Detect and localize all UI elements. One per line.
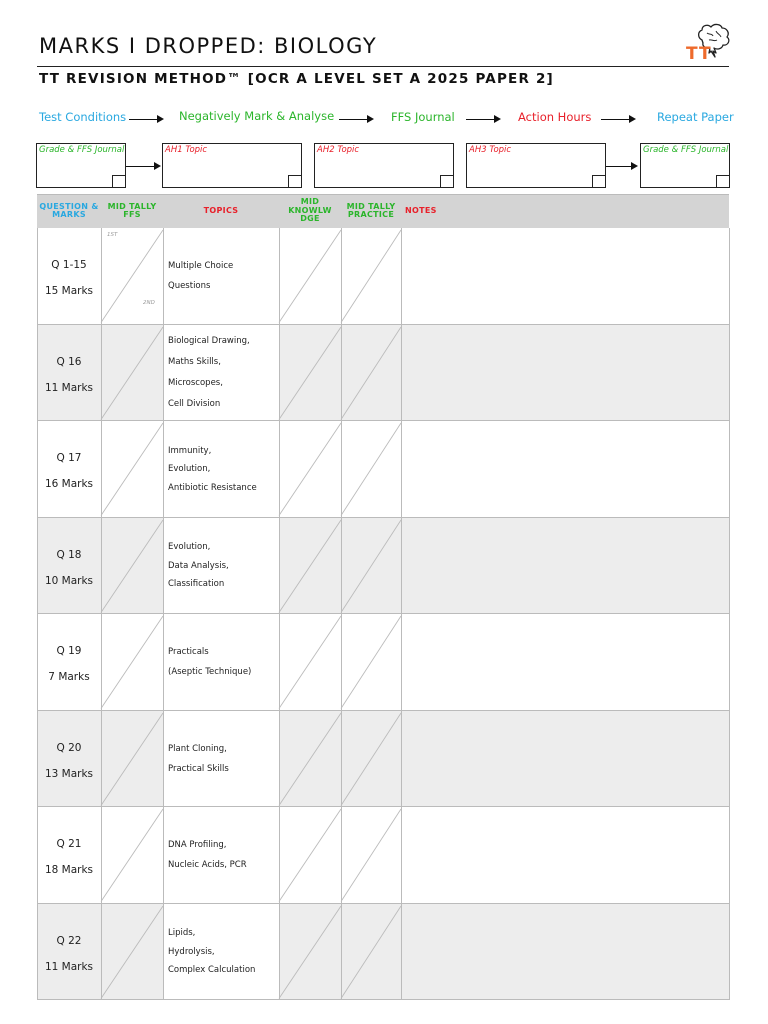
ah1-topic-box[interactable] bbox=[162, 143, 302, 188]
question-marks: 11 Marks bbox=[44, 381, 94, 394]
topic-item: Antibiotic Resistance bbox=[168, 482, 257, 493]
ah2-topic-box[interactable] bbox=[314, 143, 454, 188]
step-action-hours: Action Hours bbox=[518, 110, 592, 124]
tally-diagonal bbox=[341, 230, 401, 323]
tally-diagonal bbox=[341, 616, 401, 709]
tally-diagonals bbox=[0, 614, 768, 711]
question-marks: 10 Marks bbox=[44, 574, 94, 587]
box-label: AH2 Topic bbox=[317, 145, 360, 155]
box-label: AH1 Topic bbox=[165, 145, 208, 155]
question-number: Q 1-15 bbox=[51, 259, 87, 272]
header-topics: TOPICS bbox=[203, 205, 239, 215]
question-cell bbox=[37, 349, 101, 401]
question-number: Q 21 bbox=[56, 838, 82, 851]
question-marks: 18 Marks bbox=[44, 864, 94, 877]
tally-diagonals bbox=[0, 807, 768, 904]
tt-logo-text: TT bbox=[686, 44, 712, 64]
topic-item: Evolution, bbox=[168, 464, 211, 474]
question-marks: 7 Marks bbox=[48, 671, 90, 684]
page-title: MARKS I DROPPED: BIOLOGY bbox=[39, 34, 378, 58]
topic-item: Immunity, bbox=[168, 445, 212, 456]
tally-diagonals bbox=[0, 711, 768, 808]
topic-list bbox=[168, 538, 229, 594]
question-cell bbox=[37, 445, 101, 497]
step-ffs-journal: FFS Journal bbox=[391, 110, 455, 124]
topic-item: Questions bbox=[168, 281, 211, 292]
topic-item: Maths Skills, bbox=[168, 356, 221, 367]
header-mid-knowledge: MID KNOWLW DGE bbox=[288, 197, 332, 224]
tally-diagonal bbox=[341, 906, 401, 999]
question-cell bbox=[37, 831, 101, 883]
topic-item: Multiple Choice bbox=[168, 261, 234, 272]
tally-diagonals bbox=[0, 325, 768, 422]
tally-diagonals bbox=[0, 904, 768, 1001]
topic-item: Nucleic Acids, PCR bbox=[168, 860, 247, 871]
box-label: AH3 Topic bbox=[469, 145, 512, 155]
tally-diagonal bbox=[341, 713, 401, 806]
topic-item: Plant Cloning, bbox=[168, 743, 227, 754]
flow-arrow bbox=[606, 166, 636, 167]
question-number: Q 22 bbox=[56, 934, 82, 947]
grade-ffs-box[interactable] bbox=[36, 143, 126, 188]
topic-list bbox=[168, 256, 233, 296]
page-subtitle: TT REVISION METHOD™ [OCR A LEVEL SET A 2025 PAPER 2] bbox=[39, 71, 554, 87]
topic-item: Practicals bbox=[168, 647, 209, 658]
question-cell bbox=[37, 928, 101, 980]
tally-diagonal bbox=[101, 713, 163, 806]
checkbox-corner[interactable] bbox=[716, 175, 729, 187]
topic-item: Biological Drawing, bbox=[168, 335, 250, 346]
topic-item: Complex Calculation bbox=[168, 965, 256, 975]
tally-diagonal bbox=[101, 230, 163, 323]
tally-diagonal bbox=[279, 616, 341, 709]
question-number: Q 19 bbox=[56, 645, 82, 658]
tally-diagonal bbox=[279, 230, 341, 323]
topic-list bbox=[168, 642, 251, 682]
ah3-topic-box[interactable] bbox=[466, 143, 606, 188]
topic-item: Data Analysis, bbox=[168, 560, 229, 571]
question-marks: 11 Marks bbox=[44, 960, 94, 973]
question-cell bbox=[37, 735, 101, 787]
topic-item: Lipids, bbox=[168, 928, 196, 938]
tally-diagonal bbox=[341, 809, 401, 902]
tally-diagonal bbox=[279, 713, 341, 806]
question-cell bbox=[37, 638, 101, 690]
topic-item: Practical Skills bbox=[168, 763, 229, 774]
flow-arrow bbox=[339, 119, 372, 120]
tally-diagonal bbox=[101, 423, 163, 516]
question-number: Q 20 bbox=[56, 741, 82, 754]
tally-diagonal bbox=[279, 809, 341, 902]
topic-list bbox=[168, 835, 247, 875]
tally-hint-first: 1ST bbox=[107, 232, 118, 238]
tally-diagonal bbox=[341, 327, 401, 420]
tally-diagonal bbox=[279, 520, 341, 613]
step-repeat-paper: Repeat Paper bbox=[657, 110, 734, 124]
tally-diagonals bbox=[0, 518, 768, 615]
header-mid-tally-ffs: MID TALLY FFS bbox=[107, 201, 157, 219]
header-question: QUESTION & MARKS bbox=[39, 201, 99, 219]
header-notes: NOTES bbox=[405, 205, 437, 215]
topic-list bbox=[168, 739, 229, 779]
question-cell bbox=[37, 252, 101, 304]
tally-diagonal bbox=[341, 423, 401, 516]
flow-arrow bbox=[466, 119, 499, 120]
tally-diagonal bbox=[101, 906, 163, 999]
topic-item: Evolution, bbox=[168, 542, 211, 552]
topic-item: Cell Division bbox=[168, 398, 221, 409]
checkbox-corner[interactable] bbox=[112, 175, 125, 187]
header-mid-tally-practice: MID TALLY PRACTICE bbox=[346, 201, 396, 219]
tally-diagonal bbox=[101, 520, 163, 613]
question-marks: 13 Marks bbox=[44, 767, 94, 780]
topic-item: Hydrolysis, bbox=[168, 946, 215, 957]
tally-diagonal bbox=[341, 520, 401, 613]
topic-item: DNA Profiling, bbox=[168, 840, 227, 851]
question-number: Q 16 bbox=[56, 355, 82, 368]
step-test-conditions: Test Conditions bbox=[39, 110, 127, 124]
topic-item: (Aseptic Technique) bbox=[168, 667, 252, 678]
box-label: Grade & FFS Journal bbox=[39, 145, 125, 155]
tally-diagonal bbox=[279, 327, 341, 420]
tally-diagonal bbox=[101, 327, 163, 420]
final-grade-box[interactable] bbox=[640, 143, 730, 188]
topic-list bbox=[168, 924, 255, 980]
tally-hint-second: 2ND bbox=[143, 300, 155, 306]
checkbox-corner[interactable] bbox=[440, 175, 453, 187]
topic-item: Classification bbox=[168, 579, 225, 589]
step-negatively-mark: Negatively Mark & Analyse bbox=[179, 109, 335, 123]
flow-arrow bbox=[129, 119, 162, 120]
tally-diagonal bbox=[101, 809, 163, 902]
tally-diagonals bbox=[0, 421, 768, 518]
tally-diagonals bbox=[0, 228, 768, 325]
topic-list bbox=[168, 442, 257, 498]
topic-item: Microscopes, bbox=[168, 377, 223, 388]
question-marks: 16 Marks bbox=[44, 478, 94, 491]
question-cell bbox=[37, 542, 101, 594]
checkbox-corner[interactable] bbox=[288, 175, 301, 187]
checkbox-corner[interactable] bbox=[592, 175, 605, 187]
title-rule bbox=[37, 66, 729, 67]
question-marks: 15 Marks bbox=[44, 285, 94, 298]
box-label: Grade & FFS Journal bbox=[643, 145, 729, 155]
flow-arrow bbox=[126, 166, 159, 167]
question-number: Q 17 bbox=[56, 452, 82, 465]
topic-list bbox=[168, 331, 250, 415]
question-number: Q 18 bbox=[56, 548, 82, 561]
tally-diagonal bbox=[279, 906, 341, 999]
flow-arrow bbox=[601, 119, 634, 120]
tally-diagonal bbox=[101, 616, 163, 709]
tally-diagonal bbox=[279, 423, 341, 516]
